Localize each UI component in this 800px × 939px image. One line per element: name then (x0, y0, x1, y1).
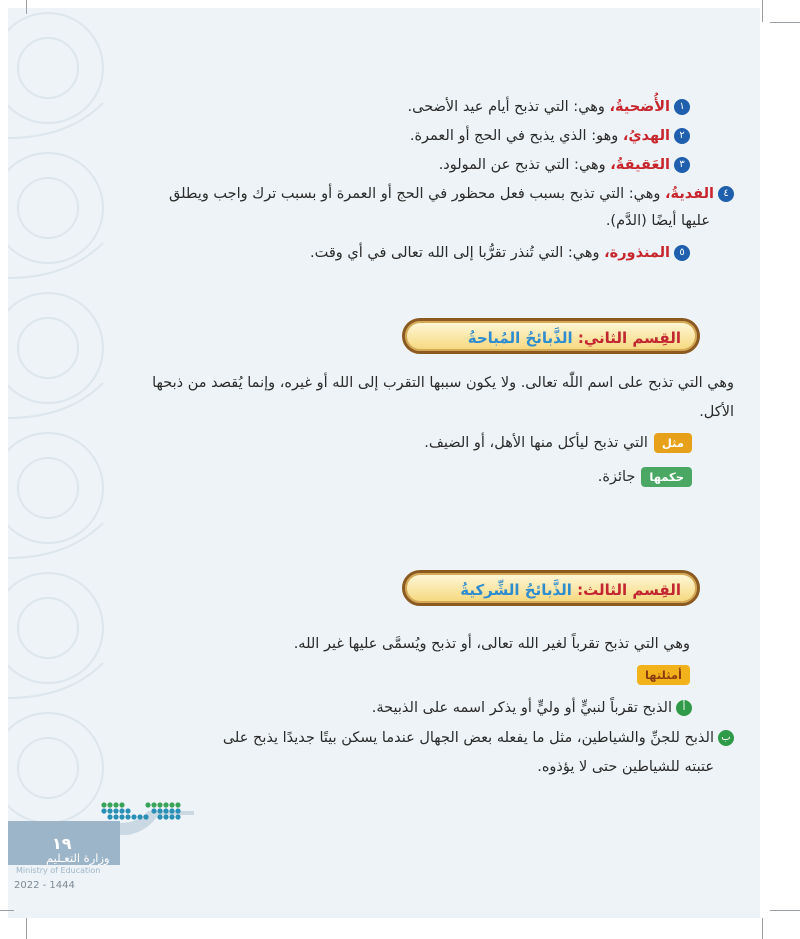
list-item (439, 154, 690, 176)
ruling-tag: حكمها (641, 467, 692, 487)
item-text: الذبح للجنِّ والشياطين، مثل ما يفعله بعض الجهال عندما يسكن بيتًا جديدًا يذبح على (222, 730, 714, 746)
paragraph: وهي التي تذبح على اسم اللّٰه تعالى. ولا يكون سببها التقرب إلى الله أو غيره، وإنما يُقصد من ذبحها (152, 375, 734, 391)
example-line (424, 432, 692, 454)
banner-lead: القِسم الثالث: (577, 581, 681, 599)
definition: وهي: التي تُنذر تقرُّبا إلى الله تعالى في أي وقت. (309, 245, 605, 261)
crop-mark (26, 0, 27, 14)
example-tag: مثل (654, 433, 692, 453)
list-item (410, 125, 690, 147)
term: المنذورة، (604, 245, 670, 261)
number-badge: ٢ (674, 128, 690, 144)
letter-badge: ب (718, 730, 734, 746)
page-number: ١٩ (52, 834, 72, 853)
term: الأُضحيةُ، (609, 99, 670, 115)
ruling-line (598, 466, 692, 488)
examples-tag: أمثلتها (637, 665, 690, 685)
example-text: التي تذبح ليأكل منها الأهل، أو الضيف. (424, 435, 648, 451)
paragraph: وهي التي تذبح تقرباً لغير الله تعالى، أو تذبح ويُسمَّى عليها غير الله. (293, 636, 690, 652)
definition: وهو: الذي يذبح في الحج أو العمرة. (409, 128, 623, 144)
section-banner (402, 318, 700, 354)
number-badge: ١ (674, 99, 690, 115)
banner-lead: القِسم الثاني: (577, 329, 681, 347)
list-item (310, 242, 690, 264)
ministry-name-en: Ministry of Education (16, 866, 101, 875)
list-item (169, 183, 734, 205)
definition: وهي: التي تذبح أيام عيد الأضحى. (407, 99, 610, 115)
list-item-continuation: عتبته للشياطين حتى لا يؤذوه. (537, 759, 714, 775)
crop-mark (762, 0, 763, 22)
banner-title: الذَّبائحُ الشِّركيةُ (460, 581, 572, 599)
crop-mark (0, 910, 14, 911)
list-item (223, 727, 734, 749)
crop-mark (770, 910, 800, 911)
ministry-name: وزارة التعـليم (46, 851, 110, 865)
paragraph: الأكل. (699, 404, 734, 420)
list-item (372, 697, 692, 719)
number-badge: ٤ (718, 186, 734, 202)
item-text: الذبح تقرباً لنبيٍّ أو وليٍّ أو يذكر اسمه على الذبيحة. (371, 700, 672, 716)
list-item-continuation: عليها أيضًا (الدَّم). (605, 213, 710, 229)
banner-title: الذَّبائحُ المُباحةُ (467, 329, 573, 347)
crop-mark (762, 918, 763, 939)
examples-line (631, 664, 690, 686)
number-badge: ٥ (674, 245, 690, 261)
list-item (408, 96, 690, 118)
section-banner (402, 570, 700, 606)
definition: وهي: التي تذبح بسبب فعل محظور في الحج أو العمرة أو بسبب ترك واجب ويطلق (169, 186, 666, 202)
definition: وهي: التي تذبح عن المولود. (438, 157, 611, 173)
edition-year: 2022 - 1444 (14, 880, 75, 891)
number-badge: ٣ (674, 157, 690, 173)
term: الفديةُ، (665, 186, 714, 202)
letter-badge: أ (676, 700, 692, 716)
crop-mark (770, 22, 800, 23)
ruling-text: جائزة. (597, 469, 636, 485)
term: العَقيقةُ، (610, 157, 670, 173)
term: الهديُ، (622, 128, 670, 144)
crop-mark (26, 918, 27, 939)
